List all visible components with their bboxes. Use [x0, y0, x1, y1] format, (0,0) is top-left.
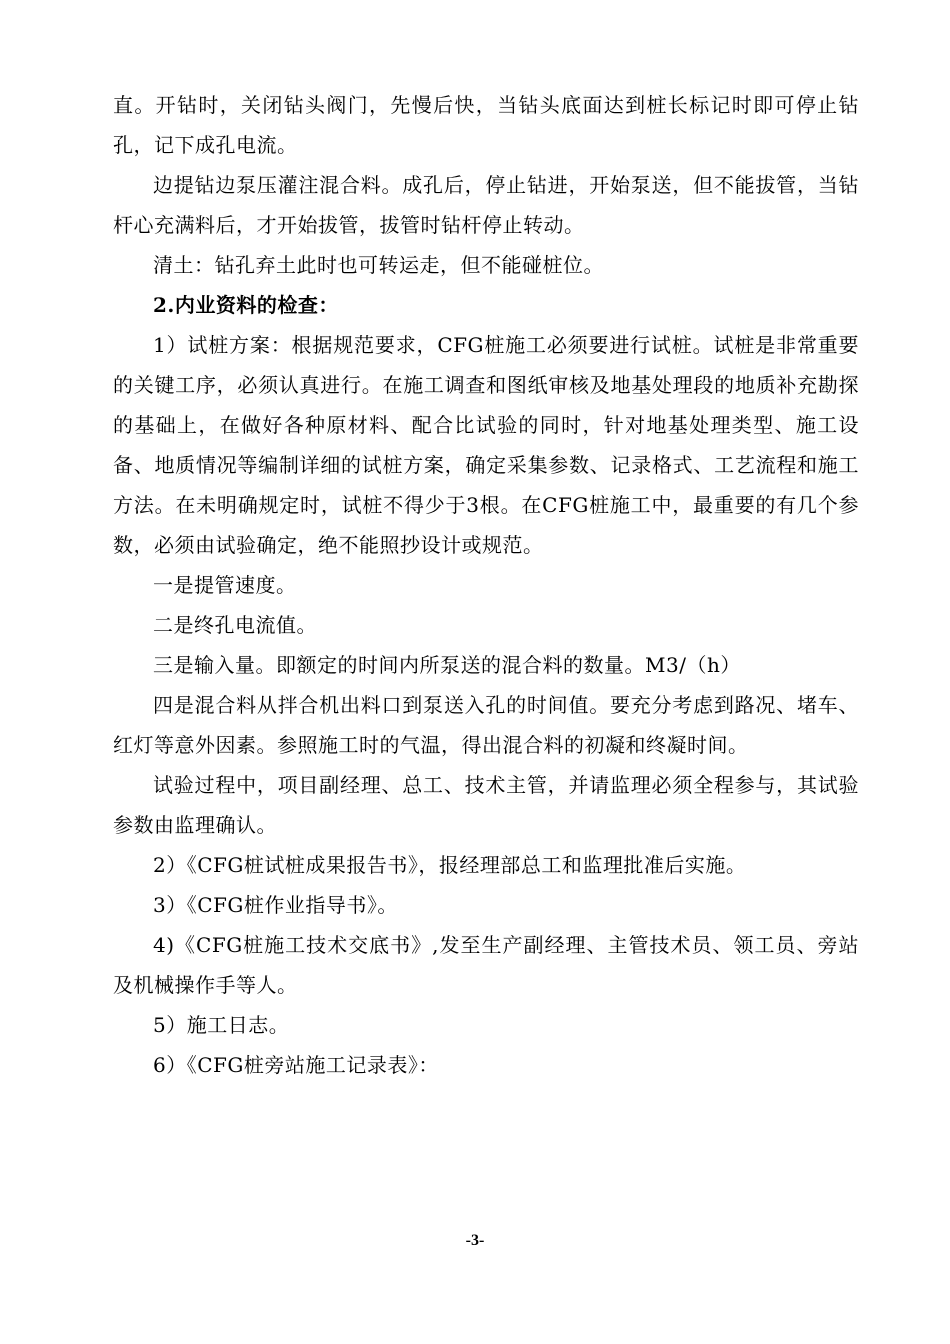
- paragraph-soil-clearing: 清土：钻孔弃土此时也可转运走，但不能碰桩位。: [153, 253, 604, 277]
- paragraph-param-pull-speed: 一是提管速度。: [153, 573, 297, 597]
- paragraph-drilling-stop: 直。开钻时，关闭钻头阀门，先慢后快，当钻头底面达到桩长标记时即可停止钻孔，记下成孔电流。: [113, 93, 859, 157]
- paragraph-item-report: 2）《CFG桩试桩成果报告书》，报经理部总工和监理批准后实施。: [153, 853, 747, 877]
- paragraph-item-instruction: 3）《CFG桩作业指导书》。: [153, 893, 398, 917]
- paragraph-trial-pile-plan: 1）试桩方案：根据规范要求，CFG桩施工必须要进行试桩。试桩是非常重要的关键工序，必须认真进行。在施工调查和图纸审核及地基处理段的地质补充勘探的基础上，在做好各种原材料、配合比试验的同时，针对地基处理类型、施工设备、地质情况等编制详细的试桩方案，确定采集参数、记录格式、工艺流程和施工方法。在未明确规定时，试桩不得少于3根。在CFG桩施工中，最重要的有几个参数，必须由试验确定，绝不能照抄设计或规范。: [113, 333, 859, 557]
- paragraph-param-final-current: 二是终孔电流值。: [153, 613, 317, 637]
- page-number: -3-: [465, 1232, 485, 1249]
- paragraph-test-supervision: 试验过程中，项目副经理、总工、技术主管，并请监理必须全程参与，其试验参数由监理确认。: [113, 773, 859, 837]
- paragraph-item-record-form: 6）《CFG桩旁站施工记录表》：: [153, 1053, 439, 1077]
- paragraph-item-construction-log: 5）施工日志。: [153, 1013, 290, 1037]
- paragraph-item-tech-briefing: 4)《CFG桩施工技术交底书》,发至生产副经理、主管技术员、领工员、旁站及机械操作手等人。: [113, 933, 859, 997]
- paragraph-param-input-volume: 三是输入量。即额定的时间内所泵送的混合料的数量。M3/（h）: [153, 653, 741, 677]
- paragraph-param-transport-time: 四是混合料从拌合机出料口到泵送入孔的时间值。要充分考虑到路况、堵车、红灯等意外因素。参照施工时的气温，得出混合料的初凝和终凝时间。: [113, 693, 859, 757]
- section-heading-internal-documents: 2.内业资料的检查：: [153, 293, 339, 317]
- paragraph-pumping: 边提钻边泵压灌注混合料。成孔后，停止钻进，开始泵送，但不能拔管，当钻杆心充满料后，才开始拔管，拔管时钻杆停止转动。: [113, 173, 859, 237]
- document-body: [113, 85, 859, 1085]
